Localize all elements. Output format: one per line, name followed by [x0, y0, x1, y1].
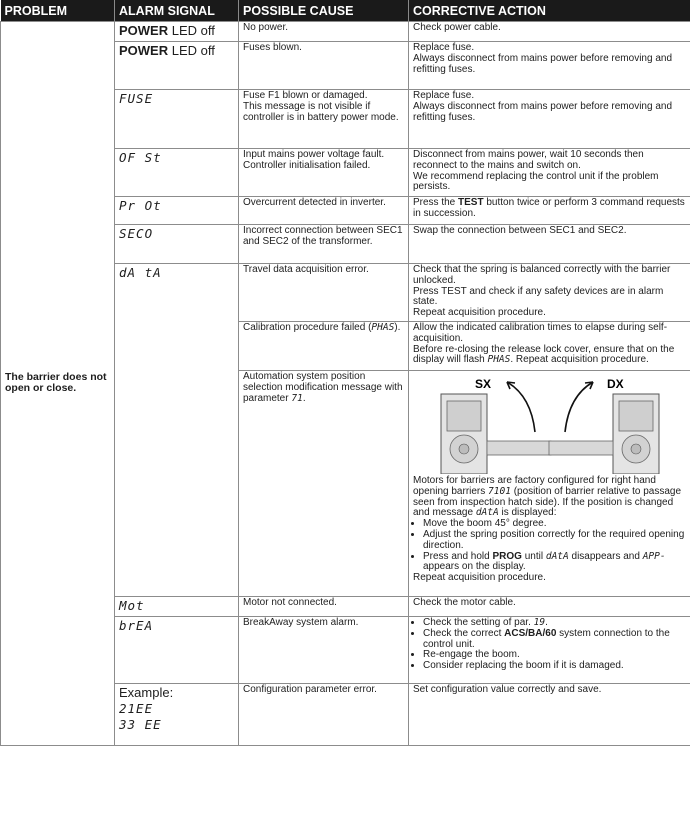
header-row — [1, 0, 690, 22]
possible-cause: Calibration procedure failed (PHAS). — [239, 322, 409, 371]
possible-cause: Fuses blown. — [239, 42, 409, 90]
header-corrective-action: CORRECTIVE ACTION — [409, 0, 690, 22]
alarm-signal: POWER LED off — [115, 42, 239, 90]
table-row — [1, 22, 690, 42]
dx-label: DX — [606, 377, 624, 391]
corrective-action: Check that the spring is balanced correctly with the barrier unlocked. Press TEST and check if any safety devices are in alarm state. Repeat acquisition procedure. — [409, 264, 690, 322]
corrective-action: SX DX Motors for barriers are factory configured for right hand opening barriers 7101 (position of barrier relative to passage seen from inspection hatch side). If the position is changed and message dAtA is displayed: • Move the boom 45° degree. • Adjust the spring position correctly for the required opening direction. • Press and hold PROG until dAtA disappears and APP- appears on the display. Repeat acquisition procedure. — [409, 371, 690, 597]
alarm-signal: brEA — [115, 617, 239, 684]
bullet-list: • Check the setting of par. 19. • Check the correct ACS/BA/60 system connection to the control unit. • Re-engage the boom. • Consider replacing the boom if it is damaged. — [413, 618, 686, 672]
corrective-action: Replace fuse. Always disconnect from mains power before removing and refitting fuses. — [409, 90, 690, 149]
corrective-action: Check power cable. — [409, 22, 690, 42]
sx-motor — [441, 394, 551, 474]
possible-cause: Automation system position selection modification message with parameter 71. — [239, 371, 409, 597]
possible-cause: Motor not connected. — [239, 597, 409, 617]
corrective-action: Allow the indicated calibration times to elapse during self-acquisition. Before re-closing the release lock cover, ensure that on the display will flash PHAS. Repeat acquisition procedure. — [409, 322, 690, 371]
alarm-signal: Mot — [115, 597, 239, 617]
possible-cause: Input mains power voltage fault. Controller initialisation failed. — [239, 149, 409, 197]
corrective-action: Check the motor cable. — [409, 597, 690, 617]
header-possible-cause: POSSIBLE CAUSE — [239, 0, 409, 22]
alarm-signal: OF St — [115, 149, 239, 197]
possible-cause: No power. — [239, 22, 409, 42]
possible-cause: Incorrect connection between SEC1 and SEC2 of the transformer. — [239, 225, 409, 264]
corrective-action: Set configuration value correctly and save. — [409, 684, 690, 746]
corrective-action: Disconnect from mains power, wait 10 seconds then reconnect to the mains and switch on. We recommend replacing the control unit if the problem persists. — [409, 149, 690, 197]
corrective-action — [409, 617, 690, 684]
dx-motor — [549, 394, 659, 474]
corrective-action: Swap the connection between SEC1 and SEC2. — [409, 225, 690, 264]
problem-cell: The barrier does not open or close. — [1, 22, 115, 746]
barrier-orientation-diagram — [435, 374, 665, 474]
possible-cause: Configuration parameter error. — [239, 684, 409, 746]
possible-cause: Travel data acquisition error. — [239, 264, 409, 322]
possible-cause: Overcurrent detected in inverter. — [239, 197, 409, 225]
dx-arrow — [565, 382, 593, 432]
possible-cause: BreakAway system alarm. — [239, 617, 409, 684]
alarm-signal: SECO — [115, 225, 239, 264]
header-alarm-signal: ALARM SIGNAL — [115, 0, 239, 22]
possible-cause: Fuse F1 blown or damaged. This message is not visible if controller is in battery power mode. — [239, 90, 409, 149]
alarm-signal: Example: 21EE 33 EE — [115, 684, 239, 746]
bullet-list: • Move the boom 45° degree. • Adjust the spring position correctly for the required opening direction. • Press and hold PROG until dAtA disappears and APP- appears on the display. — [413, 519, 686, 573]
sx-label: SX — [474, 377, 491, 391]
header-problem: PROBLEM — [1, 0, 115, 22]
alarm-signal: POWER LED off — [115, 22, 239, 42]
sx-arrow — [507, 382, 535, 432]
alarm-signal: dA tA — [115, 264, 239, 597]
corrective-action: Press the TEST button twice or perform 3 command requests in succession. — [409, 197, 690, 225]
alarm-signal: Pr Ot — [115, 197, 239, 225]
alarm-signal: FUSE — [115, 90, 239, 149]
corrective-action: Replace fuse. Always disconnect from mains power before removing and refitting fuses. — [409, 42, 690, 90]
